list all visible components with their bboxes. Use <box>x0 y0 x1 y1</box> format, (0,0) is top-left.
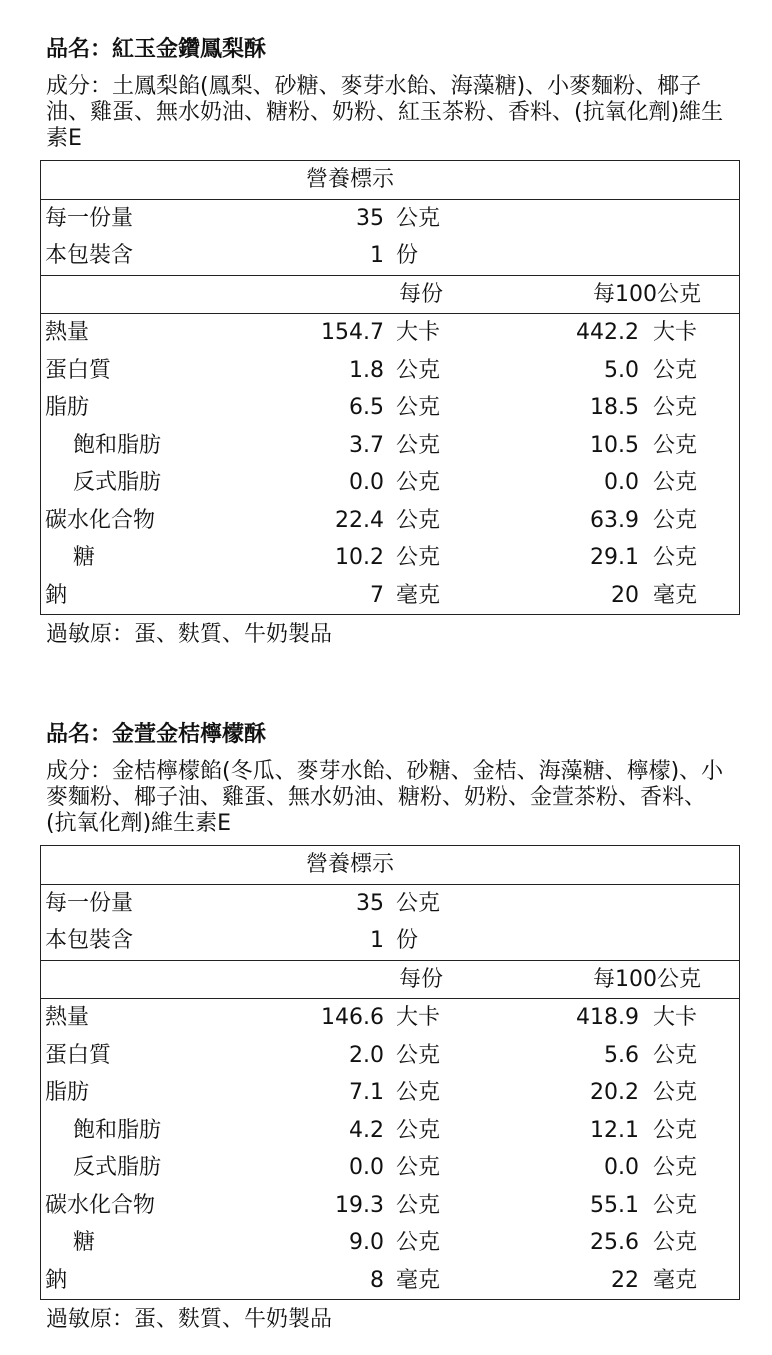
serving-size-unit: 公克 <box>396 205 441 231</box>
per-100g-value: 18.5 <box>590 395 639 420</box>
per-100g-value: 418.9 <box>576 1005 639 1030</box>
per-serving-value: 1.8 <box>349 357 384 383</box>
per-serving-unit: 公克 <box>396 545 441 570</box>
per-serving-unit: 毫克 <box>396 582 441 608</box>
per-serving-unit: 公克 <box>396 470 441 495</box>
nutrient-row <box>41 427 739 465</box>
per-serving-value: 7 <box>370 582 384 608</box>
nutrient-row <box>41 389 739 427</box>
nutrient-label: 碳水化合物 <box>45 507 156 533</box>
serving-size-value: 35 <box>356 890 384 916</box>
nutrient-label: 反式脂肪 <box>73 1155 162 1180</box>
per-100g-unit: 公克 <box>653 1080 698 1105</box>
col-per-100g: 每100公克 <box>593 281 701 307</box>
nutrient-label: 飽和脂肪 <box>73 432 162 458</box>
per-100g-value: 5.6 <box>604 1042 639 1068</box>
nutrient-row <box>41 1149 739 1187</box>
nutrient-label: 鈉 <box>45 1267 68 1293</box>
nutrient-label: 糖 <box>73 1230 96 1255</box>
per-serving-value: 0.0 <box>349 470 384 495</box>
nutrition-title: 營養標示 <box>41 846 739 885</box>
per-100g-unit: 公克 <box>653 395 698 420</box>
per-100g-value: 20 <box>611 582 639 608</box>
per-100g-value: 29.1 <box>590 545 639 570</box>
per-serving-unit: 大卡 <box>396 1005 441 1030</box>
nutrient-label: 熱量 <box>45 320 90 345</box>
per-serving-unit: 公克 <box>396 395 441 420</box>
nutrient-row <box>41 1224 739 1262</box>
nutrient-row <box>41 314 739 352</box>
per-100g-unit: 公克 <box>653 1192 698 1218</box>
product-section-1 <box>40 36 740 651</box>
nutrient-row <box>41 464 739 502</box>
column-header-row <box>41 961 739 1000</box>
per-serving-unit: 大卡 <box>396 320 441 345</box>
nutrient-row <box>41 352 739 390</box>
nutrient-label: 蛋白質 <box>45 357 112 383</box>
col-per-serving: 每份 <box>398 281 443 307</box>
per-100g-value: 55.1 <box>590 1192 639 1218</box>
per-serving-value: 8 <box>370 1267 384 1293</box>
per-serving-value: 0.0 <box>349 1155 384 1180</box>
ingredients-text: 成分：土鳳梨餡(鳳梨、砂糖、麥芽水飴、海藻糖)、小麥麵粉、椰子油、雞蛋、無水奶油、糖粉、奶粉、紅玉茶粉、香料、(抗氧化劑)維生素E <box>46 74 724 151</box>
nutrient-row <box>41 539 739 577</box>
nutrient-label: 飽和脂肪 <box>73 1117 162 1143</box>
nutrient-row <box>41 1074 739 1112</box>
per-100g-value: 22 <box>611 1267 639 1293</box>
per-serving-value: 3.7 <box>349 432 384 458</box>
nutrient-label: 蛋白質 <box>45 1042 112 1068</box>
nutrient-row <box>41 502 739 540</box>
col-per-serving: 每份 <box>398 966 443 992</box>
nutrient-row <box>41 999 739 1037</box>
nutrient-label: 脂肪 <box>45 1080 90 1105</box>
per-serving-value: 2.0 <box>349 1042 384 1068</box>
per-serving-unit: 公克 <box>396 432 441 458</box>
per-serving-value: 6.5 <box>349 395 384 420</box>
per-100g-unit: 公克 <box>653 470 698 495</box>
serving-size-row <box>41 200 739 238</box>
nutrient-row <box>41 1262 739 1300</box>
serving-size-row <box>41 885 739 923</box>
per-100g-unit: 公克 <box>653 545 698 570</box>
per-serving-unit: 公克 <box>396 1042 441 1068</box>
per-100g-value: 0.0 <box>604 470 639 495</box>
col-per-100g: 每100公克 <box>593 966 701 992</box>
servings-per-package-value: 1 <box>370 243 384 268</box>
servings-per-package-value: 1 <box>370 928 384 953</box>
per-serving-value: 22.4 <box>335 507 384 533</box>
per-100g-unit: 公克 <box>653 1117 698 1143</box>
per-serving-unit: 公克 <box>396 1117 441 1143</box>
per-100g-unit: 公克 <box>653 1042 698 1068</box>
nutrient-label: 熱量 <box>45 1005 90 1030</box>
product-name: 品名：紅玉金鑽鳳梨酥 <box>46 37 267 62</box>
nutrition-title: 營養標示 <box>41 161 739 200</box>
nutrient-label: 鈉 <box>45 582 68 608</box>
servings-per-package-unit: 份 <box>396 928 419 953</box>
allergen-text: 過敏原：蛋、麩質、牛奶製品 <box>46 1307 333 1332</box>
nutrient-row <box>41 577 739 615</box>
servings-per-package-label: 本包裝含 <box>45 243 134 268</box>
per-serving-value: 146.6 <box>321 1005 384 1030</box>
per-100g-value: 0.0 <box>604 1155 639 1180</box>
per-100g-value: 5.0 <box>604 357 639 383</box>
per-100g-value: 10.5 <box>590 432 639 458</box>
per-100g-unit: 公克 <box>653 1155 698 1180</box>
per-serving-unit: 公克 <box>396 507 441 533</box>
allergen-text: 過敏原：蛋、麩質、牛奶製品 <box>46 622 333 647</box>
nutrient-row <box>41 1112 739 1150</box>
per-100g-value: 20.2 <box>590 1080 639 1105</box>
per-100g-unit: 公克 <box>653 1230 698 1255</box>
serving-size-label: 每一份量 <box>45 890 134 916</box>
per-100g-value: 63.9 <box>590 507 639 533</box>
per-serving-value: 154.7 <box>321 320 384 345</box>
per-serving-unit: 公克 <box>396 357 441 383</box>
nutrient-row <box>41 1037 739 1075</box>
per-serving-value: 4.2 <box>349 1117 384 1143</box>
serving-size-label: 每一份量 <box>45 205 134 231</box>
per-100g-value: 442.2 <box>576 320 639 345</box>
per-100g-value: 25.6 <box>590 1230 639 1255</box>
per-serving-unit: 公克 <box>396 1230 441 1255</box>
per-serving-unit: 公克 <box>396 1155 441 1180</box>
per-100g-unit: 公克 <box>653 507 698 533</box>
per-serving-value: 9.0 <box>349 1230 384 1255</box>
per-serving-unit: 公克 <box>396 1080 441 1105</box>
servings-per-package-row <box>41 922 739 961</box>
per-100g-value: 12.1 <box>590 1117 639 1143</box>
product-section-2 <box>40 721 740 1336</box>
per-100g-unit: 公克 <box>653 357 698 383</box>
nutrient-label: 碳水化合物 <box>45 1192 156 1218</box>
servings-per-package-unit: 份 <box>396 243 419 268</box>
per-serving-value: 10.2 <box>335 545 384 570</box>
nutrient-label: 脂肪 <box>45 395 90 420</box>
per-100g-unit: 毫克 <box>653 582 698 608</box>
servings-per-package-label: 本包裝含 <box>45 928 134 953</box>
per-serving-value: 7.1 <box>349 1080 384 1105</box>
per-100g-unit: 公克 <box>653 432 698 458</box>
per-serving-value: 19.3 <box>335 1192 384 1218</box>
per-100g-unit: 毫克 <box>653 1267 698 1293</box>
serving-size-value: 35 <box>356 205 384 231</box>
ingredients-text: 成分：金桔檸檬餡(冬瓜、麥芽水飴、砂糖、金桔、海藻糖、檸檬)、小麥麵粉、椰子油、雞蛋、無水奶油、糖粉、奶粉、金萱茶粉、香料、(抗氧化劑)維生素E <box>46 759 724 836</box>
column-header-row <box>41 276 739 315</box>
per-100g-unit: 大卡 <box>653 1005 698 1030</box>
per-serving-unit: 毫克 <box>396 1267 441 1293</box>
nutrition-table <box>40 160 740 615</box>
per-serving-unit: 公克 <box>396 1192 441 1218</box>
nutrient-label: 糖 <box>73 545 96 570</box>
serving-size-unit: 公克 <box>396 890 441 916</box>
nutrient-label: 反式脂肪 <box>73 470 162 495</box>
servings-per-package-row <box>41 237 739 276</box>
per-100g-unit: 大卡 <box>653 320 698 345</box>
nutrition-table <box>40 845 740 1300</box>
nutrient-row <box>41 1187 739 1225</box>
product-name: 品名：金萱金桔檸檬酥 <box>46 722 267 747</box>
